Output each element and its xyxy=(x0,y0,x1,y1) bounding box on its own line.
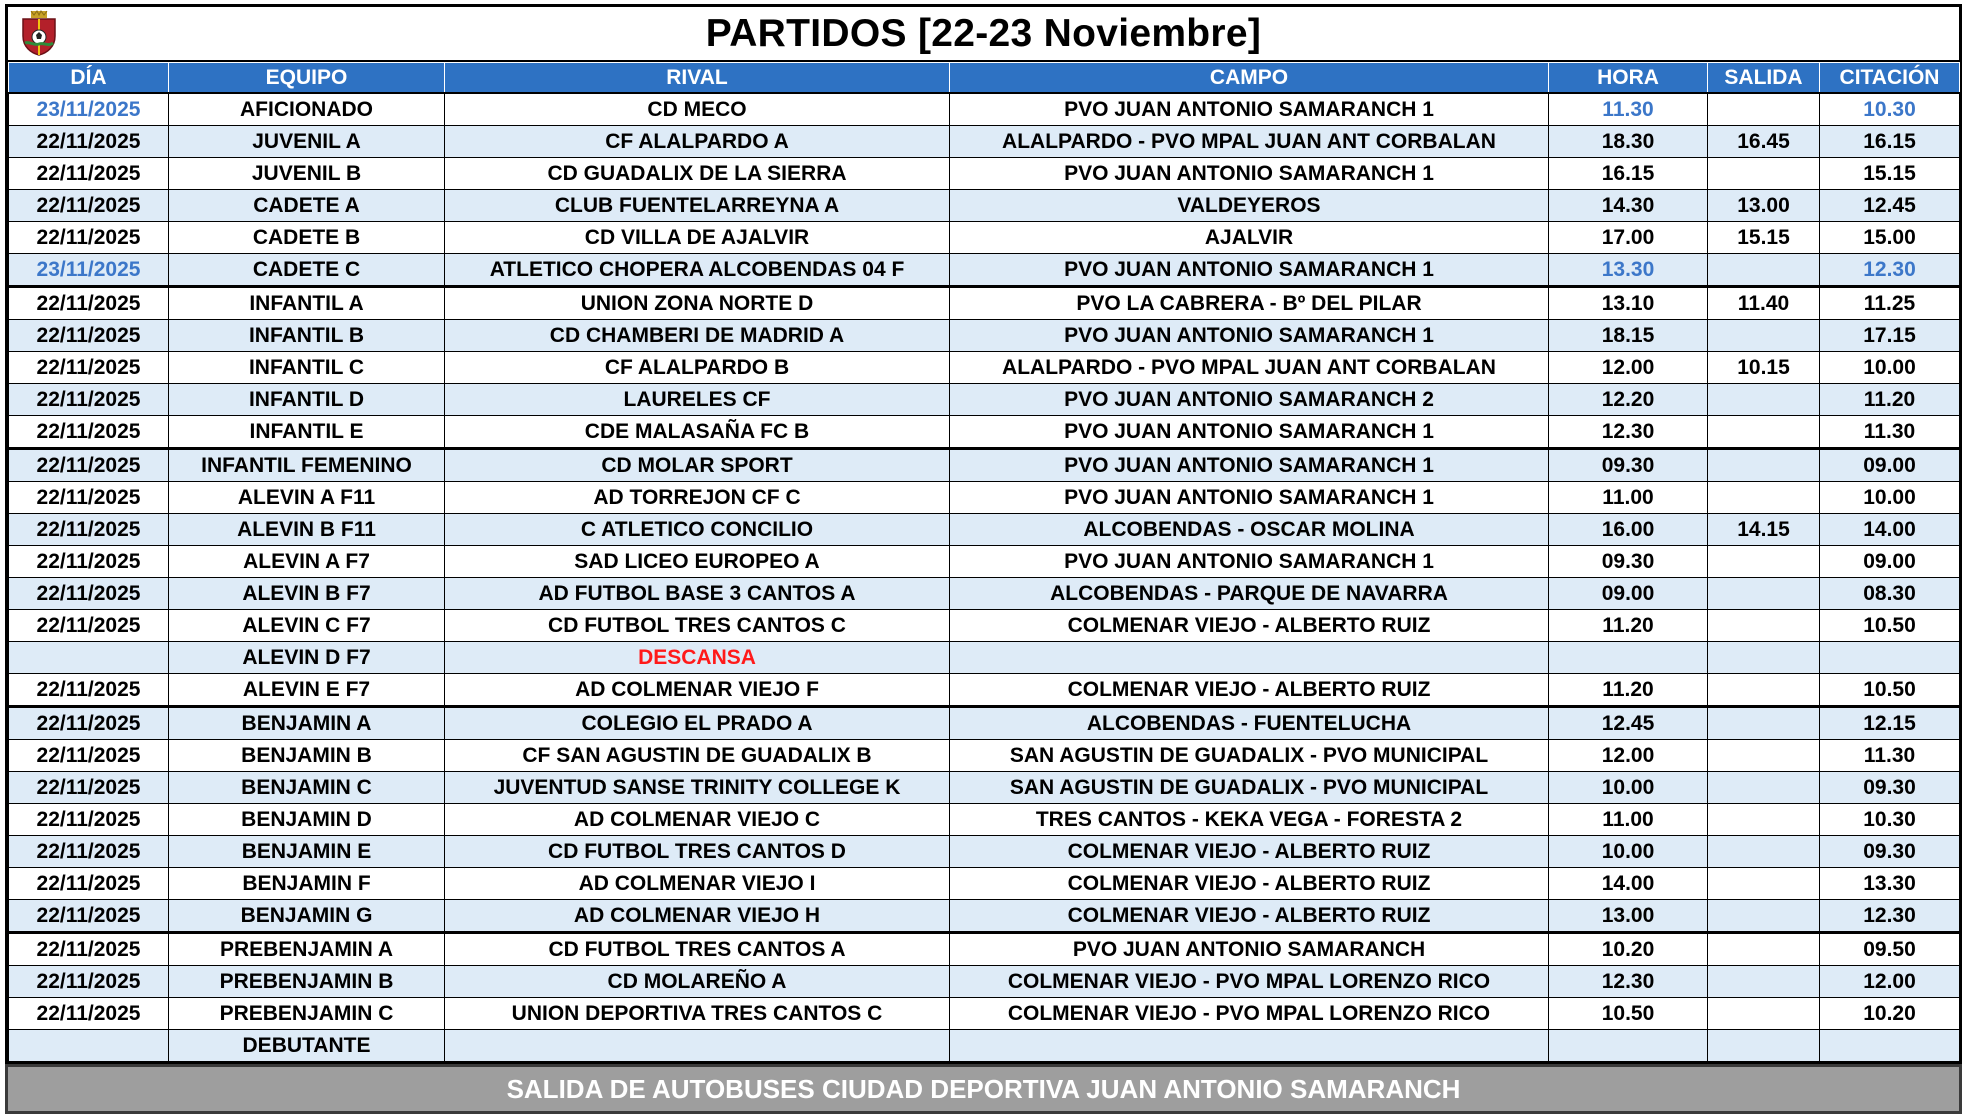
cell-rival: COLEGIO EL PRADO A xyxy=(445,707,950,740)
cell-citacion: 10.30 xyxy=(1820,93,1960,126)
cell-campo: PVO JUAN ANTONIO SAMARANCH 1 xyxy=(950,546,1549,578)
cell-hora: 14.00 xyxy=(1549,868,1708,900)
cell-rival: CD FUTBOL TRES CANTOS C xyxy=(445,610,950,642)
cell-rival: AD COLMENAR VIEJO C xyxy=(445,804,950,836)
cell-campo: TRES CANTOS - KEKA VEGA - FORESTA 2 xyxy=(950,804,1549,836)
cell-equipo: JUVENIL A xyxy=(169,126,445,158)
cell-rival: CF SAN AGUSTIN DE GUADALIX B xyxy=(445,740,950,772)
cell-rival: CD GUADALIX DE LA SIERRA xyxy=(445,158,950,190)
table-row xyxy=(9,610,1960,642)
cell-hora: 11.00 xyxy=(1549,804,1708,836)
cell-salida xyxy=(1708,836,1820,868)
column-header-dia: DÍA xyxy=(9,63,169,94)
cell-equipo: PREBENJAMIN A xyxy=(169,933,445,966)
cell-equipo: CADETE A xyxy=(169,190,445,222)
cell-citacion: 09.00 xyxy=(1820,546,1960,578)
cell-salida xyxy=(1708,578,1820,610)
cell-salida xyxy=(1708,384,1820,416)
cell-hora: 11.20 xyxy=(1549,610,1708,642)
cell-rival: AD COLMENAR VIEJO H xyxy=(445,900,950,933)
club-crest-icon xyxy=(20,10,58,56)
cell-rival: AD FUTBOL BASE 3 CANTOS A xyxy=(445,578,950,610)
cell-dia: 22/11/2025 xyxy=(9,222,169,254)
cell-hora: 16.00 xyxy=(1549,514,1708,546)
cell-hora: 12.00 xyxy=(1549,740,1708,772)
cell-equipo: BENJAMIN F xyxy=(169,868,445,900)
cell-campo: SAN AGUSTIN DE GUADALIX - PVO MUNICIPAL xyxy=(950,740,1549,772)
cell-rival: CD MECO xyxy=(445,93,950,126)
cell-citacion: 11.30 xyxy=(1820,740,1960,772)
cell-equipo: ALEVIN D F7 xyxy=(169,642,445,674)
cell-hora: 10.00 xyxy=(1549,836,1708,868)
cell-hora: 10.50 xyxy=(1549,998,1708,1030)
cell-rival: CF ALALPARDO B xyxy=(445,352,950,384)
cell-rival: JUVENTUD SANSE TRINITY COLLEGE K xyxy=(445,772,950,804)
cell-dia: 22/11/2025 xyxy=(9,190,169,222)
cell-dia: 22/11/2025 xyxy=(9,287,169,320)
cell-hora: 11.20 xyxy=(1549,674,1708,707)
cell-dia: 22/11/2025 xyxy=(9,449,169,482)
cell-citacion: 17.15 xyxy=(1820,320,1960,352)
cell-citacion xyxy=(1820,1030,1960,1062)
table-row xyxy=(9,707,1960,740)
column-header-salida: SALIDA xyxy=(1708,63,1820,94)
table-row xyxy=(9,674,1960,707)
table-row xyxy=(9,482,1960,514)
cell-citacion: 11.30 xyxy=(1820,416,1960,449)
table-row xyxy=(9,578,1960,610)
cell-equipo: INFANTIL C xyxy=(169,352,445,384)
table-row xyxy=(9,287,1960,320)
cell-equipo: INFANTIL B xyxy=(169,320,445,352)
cell-dia: 22/11/2025 xyxy=(9,416,169,449)
cell-hora: 16.15 xyxy=(1549,158,1708,190)
cell-salida xyxy=(1708,966,1820,998)
cell-equipo: BENJAMIN A xyxy=(169,707,445,740)
cell-dia: 22/11/2025 xyxy=(9,868,169,900)
cell-hora: 18.15 xyxy=(1549,320,1708,352)
cell-hora: 13.00 xyxy=(1549,900,1708,933)
cell-dia xyxy=(9,1030,169,1062)
cell-dia: 22/11/2025 xyxy=(9,514,169,546)
cell-salida xyxy=(1708,674,1820,707)
cell-hora: 10.00 xyxy=(1549,772,1708,804)
cell-equipo: BENJAMIN G xyxy=(169,900,445,933)
cell-rival: LAURELES CF xyxy=(445,384,950,416)
cell-salida xyxy=(1708,482,1820,514)
cell-citacion: 10.20 xyxy=(1820,998,1960,1030)
cell-citacion: 10.00 xyxy=(1820,482,1960,514)
cell-campo: SAN AGUSTIN DE GUADALIX - PVO MUNICIPAL xyxy=(950,772,1549,804)
table-row xyxy=(9,772,1960,804)
cell-equipo: INFANTIL A xyxy=(169,287,445,320)
cell-rival: CLUB FUENTELARREYNA A xyxy=(445,190,950,222)
table-row xyxy=(9,836,1960,868)
cell-equipo: AFICIONADO xyxy=(169,93,445,126)
cell-campo: PVO JUAN ANTONIO SAMARANCH xyxy=(950,933,1549,966)
cell-salida xyxy=(1708,320,1820,352)
cell-equipo: INFANTIL FEMENINO xyxy=(169,449,445,482)
cell-citacion: 08.30 xyxy=(1820,578,1960,610)
cell-rival: DESCANSA xyxy=(445,642,950,674)
cell-salida xyxy=(1708,610,1820,642)
cell-campo: ALCOBENDAS - OSCAR MOLINA xyxy=(950,514,1549,546)
cell-hora xyxy=(1549,642,1708,674)
cell-campo: COLMENAR VIEJO - ALBERTO RUIZ xyxy=(950,836,1549,868)
cell-campo: ALCOBENDAS - PARQUE DE NAVARRA xyxy=(950,578,1549,610)
cell-campo: ALCOBENDAS - FUENTELUCHA xyxy=(950,707,1549,740)
cell-salida xyxy=(1708,254,1820,287)
cell-citacion: 15.00 xyxy=(1820,222,1960,254)
table-row xyxy=(9,546,1960,578)
cell-hora: 11.30 xyxy=(1549,93,1708,126)
cell-campo: PVO JUAN ANTONIO SAMARANCH 1 xyxy=(950,482,1549,514)
cell-dia: 23/11/2025 xyxy=(9,93,169,126)
cell-campo: ALALPARDO - PVO MPAL JUAN ANT CORBALAN xyxy=(950,352,1549,384)
cell-salida xyxy=(1708,158,1820,190)
cell-rival: AD TORREJON CF C xyxy=(445,482,950,514)
column-header-hora: HORA xyxy=(1549,63,1708,94)
cell-equipo: PREBENJAMIN B xyxy=(169,966,445,998)
cell-dia: 22/11/2025 xyxy=(9,384,169,416)
cell-citacion: 09.00 xyxy=(1820,449,1960,482)
table-row xyxy=(9,740,1960,772)
table-row xyxy=(9,190,1960,222)
cell-salida xyxy=(1708,1030,1820,1062)
cell-citacion: 12.45 xyxy=(1820,190,1960,222)
cell-dia xyxy=(9,642,169,674)
cell-campo xyxy=(950,642,1549,674)
cell-rival: UNION DEPORTIVA TRES CANTOS C xyxy=(445,998,950,1030)
cell-salida: 14.15 xyxy=(1708,514,1820,546)
cell-hora: 18.30 xyxy=(1549,126,1708,158)
table-row xyxy=(9,416,1960,449)
cell-campo: PVO JUAN ANTONIO SAMARANCH 1 xyxy=(950,158,1549,190)
cell-salida xyxy=(1708,804,1820,836)
cell-dia: 22/11/2025 xyxy=(9,707,169,740)
table-row xyxy=(9,126,1960,158)
cell-rival: CD FUTBOL TRES CANTOS A xyxy=(445,933,950,966)
cell-equipo: ALEVIN E F7 xyxy=(169,674,445,707)
cell-salida xyxy=(1708,642,1820,674)
cell-dia: 22/11/2025 xyxy=(9,546,169,578)
cell-salida: 11.40 xyxy=(1708,287,1820,320)
cell-hora: 09.30 xyxy=(1549,546,1708,578)
footer-text: SALIDA DE AUTOBUSES CIUDAD DEPORTIVA JUAN ANTONIO SAMARANCH xyxy=(506,1073,1461,1104)
cell-equipo: ALEVIN C F7 xyxy=(169,610,445,642)
cell-rival: AD COLMENAR VIEJO F xyxy=(445,674,950,707)
cell-dia: 22/11/2025 xyxy=(9,482,169,514)
cell-dia: 22/11/2025 xyxy=(9,998,169,1030)
cell-salida: 16.45 xyxy=(1708,126,1820,158)
cell-hora: 12.30 xyxy=(1549,966,1708,998)
cell-equipo: INFANTIL E xyxy=(169,416,445,449)
table-row xyxy=(9,158,1960,190)
cell-equipo: PREBENJAMIN C xyxy=(169,998,445,1030)
cell-citacion: 10.30 xyxy=(1820,804,1960,836)
cell-hora: 12.00 xyxy=(1549,352,1708,384)
cell-dia: 22/11/2025 xyxy=(9,158,169,190)
table-row xyxy=(9,449,1960,482)
cell-salida xyxy=(1708,933,1820,966)
cell-salida xyxy=(1708,93,1820,126)
cell-hora: 11.00 xyxy=(1549,482,1708,514)
table-row xyxy=(9,804,1960,836)
cell-campo: PVO JUAN ANTONIO SAMARANCH 1 xyxy=(950,449,1549,482)
cell-hora: 09.00 xyxy=(1549,578,1708,610)
schedule-sheet xyxy=(5,4,1962,1065)
cell-citacion: 12.30 xyxy=(1820,254,1960,287)
cell-salida: 15.15 xyxy=(1708,222,1820,254)
cell-citacion: 11.20 xyxy=(1820,384,1960,416)
cell-citacion: 14.00 xyxy=(1820,514,1960,546)
cell-rival: C ATLETICO CONCILIO xyxy=(445,514,950,546)
table-row xyxy=(9,384,1960,416)
cell-campo: VALDEYEROS xyxy=(950,190,1549,222)
cell-citacion xyxy=(1820,642,1960,674)
cell-salida xyxy=(1708,546,1820,578)
table-header-row xyxy=(9,63,1960,94)
cell-dia: 22/11/2025 xyxy=(9,610,169,642)
cell-rival: CD MOLAR SPORT xyxy=(445,449,950,482)
cell-campo: PVO JUAN ANTONIO SAMARANCH 2 xyxy=(950,384,1549,416)
table-row xyxy=(9,1030,1960,1062)
cell-salida xyxy=(1708,772,1820,804)
cell-equipo: BENJAMIN C xyxy=(169,772,445,804)
cell-rival: CD MOLAREÑO A xyxy=(445,966,950,998)
cell-rival: CD CHAMBERI DE MADRID A xyxy=(445,320,950,352)
cell-citacion: 09.50 xyxy=(1820,933,1960,966)
cell-dia: 22/11/2025 xyxy=(9,836,169,868)
cell-equipo: INFANTIL D xyxy=(169,384,445,416)
cell-rival: CD FUTBOL TRES CANTOS D xyxy=(445,836,950,868)
cell-dia: 22/11/2025 xyxy=(9,740,169,772)
cell-rival: SAD LICEO EUROPEO A xyxy=(445,546,950,578)
cell-rival: CDE MALASAÑA FC B xyxy=(445,416,950,449)
cell-equipo: BENJAMIN B xyxy=(169,740,445,772)
cell-dia: 22/11/2025 xyxy=(9,900,169,933)
table-row xyxy=(9,868,1960,900)
cell-equipo: BENJAMIN E xyxy=(169,836,445,868)
cell-campo: COLMENAR VIEJO - ALBERTO RUIZ xyxy=(950,868,1549,900)
page-title: PARTIDOS [22-23 Noviembre] xyxy=(705,11,1262,55)
cell-dia: 23/11/2025 xyxy=(9,254,169,287)
cell-equipo: ALEVIN B F7 xyxy=(169,578,445,610)
cell-dia: 22/11/2025 xyxy=(9,772,169,804)
cell-campo: COLMENAR VIEJO - PVO MPAL LORENZO RICO xyxy=(950,998,1549,1030)
cell-hora: 12.20 xyxy=(1549,384,1708,416)
cell-salida xyxy=(1708,998,1820,1030)
cell-dia: 22/11/2025 xyxy=(9,966,169,998)
cell-rival xyxy=(445,1030,950,1062)
table-row xyxy=(9,642,1960,674)
cell-salida xyxy=(1708,868,1820,900)
cell-campo xyxy=(950,1030,1549,1062)
cell-citacion: 10.50 xyxy=(1820,610,1960,642)
cell-rival: CD VILLA DE AJALVIR xyxy=(445,222,950,254)
cell-citacion: 10.50 xyxy=(1820,674,1960,707)
table-row xyxy=(9,320,1960,352)
cell-campo: AJALVIR xyxy=(950,222,1549,254)
cell-campo: COLMENAR VIEJO - PVO MPAL LORENZO RICO xyxy=(950,966,1549,998)
cell-citacion: 13.30 xyxy=(1820,868,1960,900)
cell-dia: 22/11/2025 xyxy=(9,578,169,610)
cell-dia: 22/11/2025 xyxy=(9,352,169,384)
column-header-campo: CAMPO xyxy=(950,63,1549,94)
cell-equipo: ALEVIN B F11 xyxy=(169,514,445,546)
cell-rival: ATLETICO CHOPERA ALCOBENDAS 04 F xyxy=(445,254,950,287)
cell-hora: 17.00 xyxy=(1549,222,1708,254)
table-row xyxy=(9,966,1960,998)
cell-citacion: 12.15 xyxy=(1820,707,1960,740)
column-header-equipo: EQUIPO xyxy=(169,63,445,94)
cell-citacion: 12.30 xyxy=(1820,900,1960,933)
cell-citacion: 15.15 xyxy=(1820,158,1960,190)
cell-hora: 13.10 xyxy=(1549,287,1708,320)
cell-citacion: 12.00 xyxy=(1820,966,1960,998)
cell-hora: 10.20 xyxy=(1549,933,1708,966)
cell-campo: PVO JUAN ANTONIO SAMARANCH 1 xyxy=(950,416,1549,449)
cell-campo: COLMENAR VIEJO - ALBERTO RUIZ xyxy=(950,610,1549,642)
cell-rival: UNION ZONA NORTE D xyxy=(445,287,950,320)
cell-campo: COLMENAR VIEJO - ALBERTO RUIZ xyxy=(950,674,1549,707)
table-row xyxy=(9,900,1960,933)
cell-salida: 10.15 xyxy=(1708,352,1820,384)
column-header-citacion: CITACIÓN xyxy=(1820,63,1960,94)
cell-salida xyxy=(1708,449,1820,482)
cell-equipo: DEBUTANTE xyxy=(169,1030,445,1062)
cell-hora: 14.30 xyxy=(1549,190,1708,222)
title-bar xyxy=(8,7,1959,62)
cell-equipo: BENJAMIN D xyxy=(169,804,445,836)
cell-rival: CF ALALPARDO A xyxy=(445,126,950,158)
table-row xyxy=(9,998,1960,1030)
cell-dia: 22/11/2025 xyxy=(9,320,169,352)
table-row xyxy=(9,93,1960,126)
cell-campo: PVO LA CABRERA - Bº DEL PILAR xyxy=(950,287,1549,320)
cell-equipo: JUVENIL B xyxy=(169,158,445,190)
cell-citacion: 09.30 xyxy=(1820,836,1960,868)
cell-citacion: 16.15 xyxy=(1820,126,1960,158)
cell-salida: 13.00 xyxy=(1708,190,1820,222)
cell-rival: AD COLMENAR VIEJO I xyxy=(445,868,950,900)
cell-equipo: ALEVIN A F7 xyxy=(169,546,445,578)
cell-salida xyxy=(1708,900,1820,933)
cell-campo: COLMENAR VIEJO - ALBERTO RUIZ xyxy=(950,900,1549,933)
cell-salida xyxy=(1708,416,1820,449)
cell-equipo: CADETE C xyxy=(169,254,445,287)
table-row xyxy=(9,254,1960,287)
matches-table xyxy=(8,62,1960,1062)
cell-hora: 12.45 xyxy=(1549,707,1708,740)
table-row xyxy=(9,222,1960,254)
cell-hora: 09.30 xyxy=(1549,449,1708,482)
cell-campo: PVO JUAN ANTONIO SAMARANCH 1 xyxy=(950,93,1549,126)
cell-salida xyxy=(1708,707,1820,740)
table-row xyxy=(9,514,1960,546)
cell-dia: 22/11/2025 xyxy=(9,933,169,966)
cell-dia: 22/11/2025 xyxy=(9,126,169,158)
cell-dia: 22/11/2025 xyxy=(9,674,169,707)
cell-hora: 12.30 xyxy=(1549,416,1708,449)
table-row xyxy=(9,933,1960,966)
column-header-rival: RIVAL xyxy=(445,63,950,94)
cell-salida xyxy=(1708,740,1820,772)
cell-citacion: 10.00 xyxy=(1820,352,1960,384)
cell-equipo: ALEVIN A F11 xyxy=(169,482,445,514)
cell-equipo: CADETE B xyxy=(169,222,445,254)
cell-hora: 13.30 xyxy=(1549,254,1708,287)
cell-citacion: 09.30 xyxy=(1820,772,1960,804)
table-row xyxy=(9,352,1960,384)
cell-campo: ALALPARDO - PVO MPAL JUAN ANT CORBALAN xyxy=(950,126,1549,158)
cell-hora xyxy=(1549,1030,1708,1062)
cell-campo: PVO JUAN ANTONIO SAMARANCH 1 xyxy=(950,320,1549,352)
cell-campo: PVO JUAN ANTONIO SAMARANCH 1 xyxy=(950,254,1549,287)
cell-dia: 22/11/2025 xyxy=(9,804,169,836)
bus-departure-footer xyxy=(5,1064,1962,1114)
cell-citacion: 11.25 xyxy=(1820,287,1960,320)
